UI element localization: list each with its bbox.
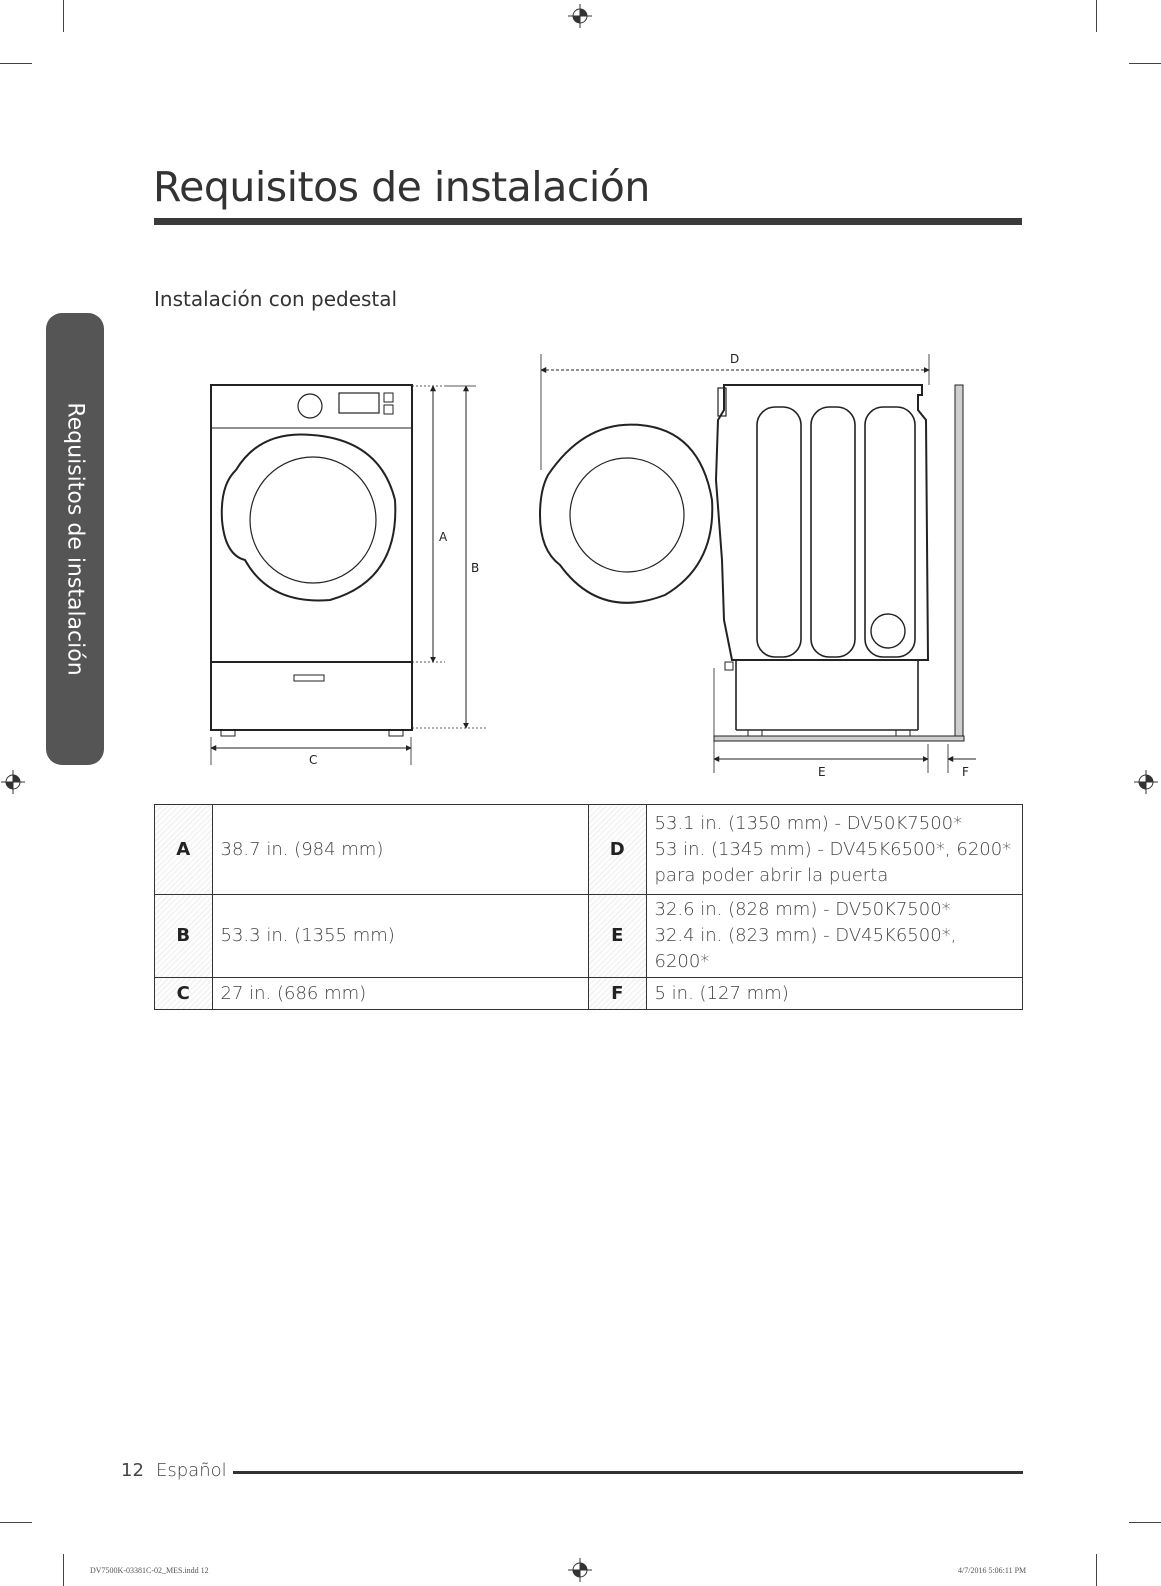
table-row — [155, 805, 1023, 895]
table-row — [155, 895, 1023, 978]
dimension-value-cell — [212, 805, 588, 895]
crop-mark — [63, 1554, 64, 1586]
dimension-label-d: D — [730, 352, 740, 366]
crop-mark — [1129, 1522, 1161, 1523]
dimension-value-line: 53.3 in. (1355 mm) — [220, 925, 395, 946]
dimensions-table — [154, 804, 1023, 1010]
dimension-value-line: 53.1 in. (1350 mm) - DV50K7500* — [654, 812, 963, 834]
page-language: Español — [156, 1460, 227, 1481]
dimension-key-cell: A — [155, 805, 213, 895]
dimension-label-c: C — [309, 753, 318, 767]
front-view-pedestal — [211, 662, 412, 736]
registration-mark-icon — [568, 1558, 592, 1582]
dimension-value-line: 38.7 in. (984 mm) — [220, 838, 384, 860]
dimension-value-line: para poder abrir la puerta — [654, 864, 889, 886]
dimension-label-a: A — [439, 530, 448, 544]
dimension-label-f: F — [962, 765, 969, 779]
dimension-value-cell — [212, 978, 588, 1010]
crop-mark — [1096, 1554, 1097, 1586]
page-title: Requisitos de instalación — [153, 163, 650, 211]
dimension-b — [412, 386, 487, 728]
dimension-value-line: 32.4 in. (823 mm) - DV45K6500*, 6200* — [654, 925, 957, 972]
dimension-key-cell: D — [588, 805, 646, 895]
dimension-key-cell: F — [588, 978, 646, 1010]
section-subtitle: Instalación con pedestal — [154, 287, 398, 311]
side-view-open-door — [540, 425, 712, 603]
dimension-value-cell — [646, 895, 1023, 978]
crop-mark — [0, 1522, 32, 1523]
page-number: 12 — [121, 1460, 144, 1481]
dimension-key-cell: C — [155, 978, 213, 1010]
print-slug-date: 4/7/2016 5:06:11 PM — [958, 1566, 1027, 1575]
print-slug-file: DV7500K-03381C-02_MES.indd 12 — [90, 1566, 209, 1575]
side-view-dryer — [716, 385, 928, 736]
front-view-dryer — [211, 385, 412, 662]
dimension-value-line: 27 in. (686 mm) — [220, 982, 367, 1004]
dimension-e — [714, 668, 928, 773]
dimension-label-b: B — [471, 561, 480, 575]
footer-divider — [233, 1471, 1023, 1474]
dimension-value-cell — [212, 895, 588, 978]
dimension-value-line: 5 in. (127 mm) — [654, 982, 789, 1004]
chapter-side-tab-label: Requisitos de instalación — [62, 402, 88, 676]
dimension-key-cell: B — [155, 895, 213, 978]
table-row — [155, 978, 1023, 1010]
dimension-value-cell — [646, 805, 1023, 895]
dimension-value-line: 32.6 in. (828 mm) - DV50K7500* — [654, 899, 951, 920]
dimension-key-cell: E — [588, 895, 646, 978]
dimension-label-e: E — [818, 765, 826, 779]
dimension-value-line: 53 in. (1345 mm) - DV45K6500*, 6200* — [654, 838, 1012, 860]
dimension-value-cell — [646, 978, 1023, 1010]
dimension-a — [412, 386, 445, 662]
